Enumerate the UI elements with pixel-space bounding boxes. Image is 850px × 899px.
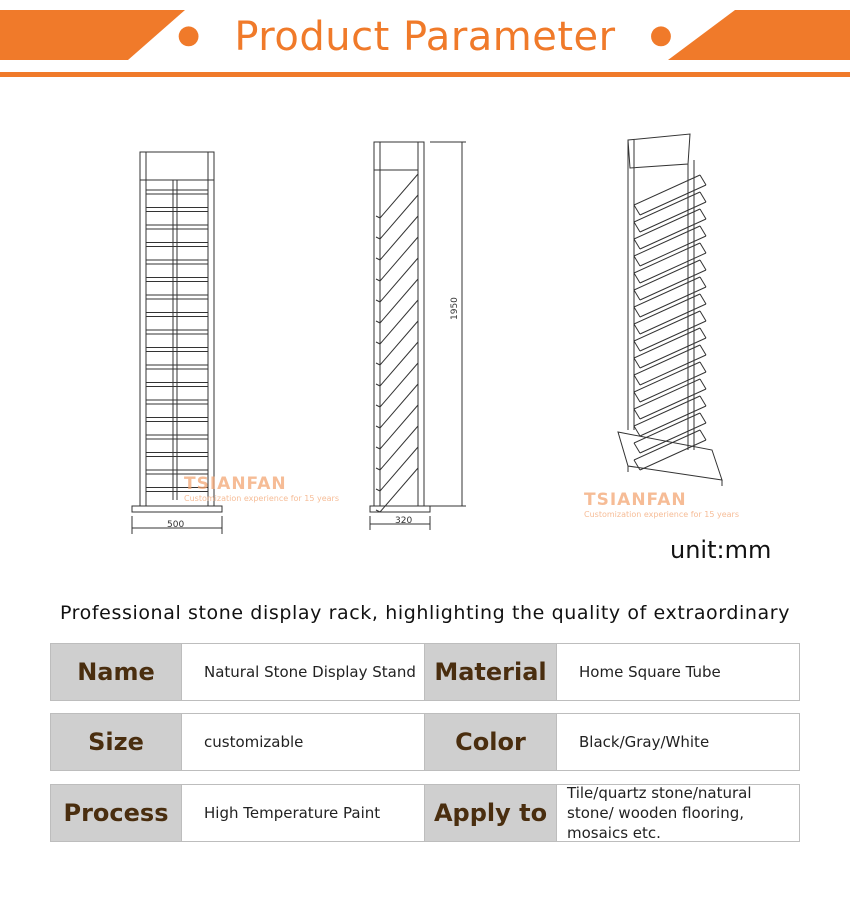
param-label: Apply to [424, 784, 557, 842]
param-label: Process [50, 784, 182, 842]
page-title [0, 14, 850, 60]
param-label: Name [50, 643, 182, 701]
param-label: Size [50, 713, 182, 771]
param-value: Natural Stone Display Stand [181, 643, 425, 701]
table-row [50, 643, 800, 703]
watermark-brand-text: TSIANFAN [584, 490, 687, 510]
header-banner [0, 0, 850, 80]
page-title-text: Product Parameter [234, 14, 616, 60]
param-label: Color [424, 713, 557, 771]
watermark-logo-left [184, 474, 339, 503]
param-value: High Temperature Paint [181, 784, 425, 842]
side-view-drawing [370, 142, 466, 530]
technical-drawings [0, 130, 850, 550]
bullet-dot-icon: ● [649, 20, 673, 50]
param-value: customizable [181, 713, 425, 771]
param-value: Black/Gray/White [556, 713, 800, 771]
table-row [50, 784, 800, 844]
param-label: Material [424, 643, 557, 701]
watermark-brand-text: TSIANFAN [184, 474, 287, 494]
perspective-view-drawing [618, 134, 722, 486]
param-value: Home Square Tube [556, 643, 800, 701]
param-value: Tile/quartz stone/natural stone/ wooden flooring, mosaics etc. [556, 784, 800, 842]
product-subtitle: Professional stone display rack, highlighting the quality of extraordinary [59, 602, 791, 624]
front-width-label: 500 [167, 520, 185, 530]
side-width-label: 320 [395, 516, 413, 526]
height-label: 1950 [450, 297, 460, 320]
watermark-tagline: Customization experience for 15 years [184, 494, 340, 503]
unit-label: unit:mm [670, 536, 772, 564]
rack-drawings-svg [0, 130, 850, 550]
watermark-logo-right [584, 490, 739, 519]
table-row [50, 713, 800, 773]
bullet-dot-icon: ● [177, 20, 201, 50]
watermark-tagline: Customization experience for 15 years [584, 510, 740, 519]
